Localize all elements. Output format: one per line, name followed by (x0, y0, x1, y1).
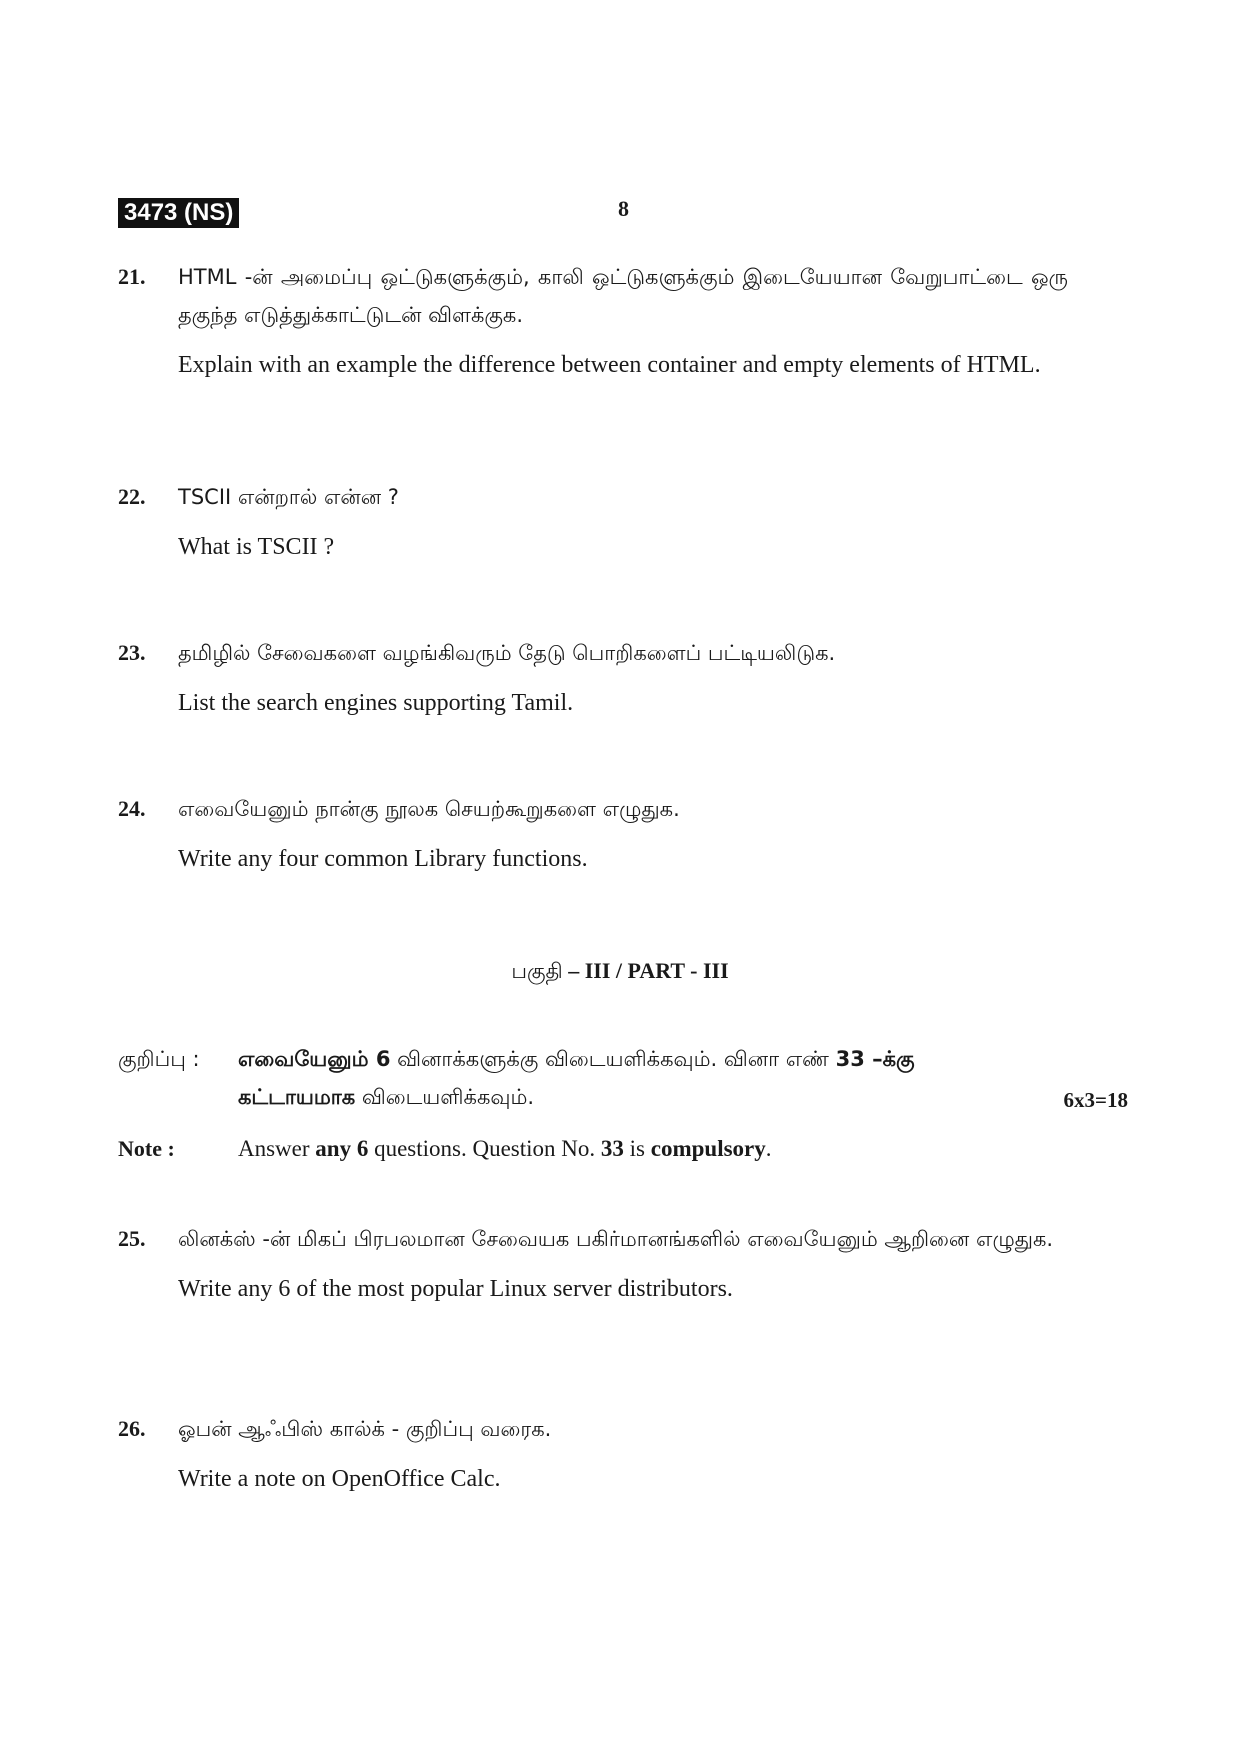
note-bold: compulsory (650, 1136, 766, 1161)
note-bold: 33 –க்கு (835, 1047, 915, 1071)
question-number: 24. (118, 796, 146, 821)
note-text-tamil (238, 1040, 1068, 1116)
note-english (118, 1134, 1128, 1164)
page-number: 8 (618, 196, 629, 221)
question-text-tamil: தமிழில் சேவைகளை வழங்கிவரும் தேடு பொறிகளைப் பட்டியலிடுக. (178, 641, 836, 665)
question-text-tamil: TSCII என்றால் என்ன ? (178, 485, 399, 509)
paper-code-badge: 3473 (NS) (118, 198, 239, 228)
note-tamil (118, 1040, 1128, 1116)
question-number: 25. (118, 1226, 146, 1251)
part-heading-english: – III / PART - III (562, 958, 729, 983)
question-number: 23. (118, 640, 146, 665)
note-text: Answer (238, 1136, 316, 1161)
note-label-english: Note : (118, 1136, 175, 1161)
question-21 (118, 258, 1068, 380)
question-text-tamil: ஓபன் ஆஃபிஸ் கால்க் - குறிப்பு வரைக. (178, 1417, 552, 1441)
question-text-english: What is TSCII ? (178, 534, 335, 560)
note-bold: எவையேனும் 6 (238, 1047, 391, 1071)
question-number: 26. (118, 1416, 146, 1441)
question-26 (118, 1410, 1068, 1494)
question-text-tamil: லினக்ஸ் -ன் மிகப் பிரபலமான சேவையக பகிர்மானங்களில் எவையேனும் ஆறினை எழுதுக. (178, 1227, 1054, 1251)
question-number: 22. (118, 484, 146, 509)
note-text: விடையளிக்கவும். (355, 1085, 535, 1109)
question-25 (118, 1220, 1068, 1304)
question-text-tamil: எவையேனும் நான்கு நூலக செயற்கூறுகளை எழுதுக. (178, 797, 680, 821)
note-text: questions. Question No. (368, 1136, 601, 1161)
question-24 (118, 790, 1068, 874)
question-22 (118, 478, 1068, 562)
note-text-english (238, 1134, 1128, 1164)
part-heading-tamil: பகுதி (511, 959, 563, 983)
part-heading (0, 958, 1240, 986)
question-text-english: List the search engines supporting Tamil. (178, 690, 574, 716)
note-bold: கட்டாயமாக (238, 1085, 356, 1109)
note-bold: any 6 (315, 1136, 369, 1161)
question-text-english: Write a note on OpenOffice Calc. (178, 1466, 501, 1492)
note-text: . (765, 1136, 772, 1161)
marks-label: 6x3=18 (1063, 1088, 1128, 1112)
question-23 (118, 634, 1068, 718)
question-text-english: Explain with an example the difference between container and empty elements of HTML. (178, 352, 1041, 378)
question-number: 21. (118, 264, 146, 289)
question-text-english: Write any 6 of the most popular Linux server distributors. (178, 1276, 733, 1302)
question-text-english: Write any four common Library functions. (178, 846, 588, 872)
note-label-tamil: குறிப்பு : (118, 1047, 200, 1071)
note-bold: 33 (600, 1136, 624, 1161)
question-text-tamil: HTML -ன் அமைப்பு ஒட்டுகளுக்கும், காலி ஒட்டுகளுக்கும் இடையேயான வேறுபாட்டை ஒரு தகுந்த எடுத்துக்காட்டுடன் விளக்குக. (178, 265, 1068, 327)
note-text: வினாக்களுக்கு விடையளிக்கவும். வினா எண் (390, 1047, 836, 1071)
note-text: is (623, 1136, 651, 1161)
